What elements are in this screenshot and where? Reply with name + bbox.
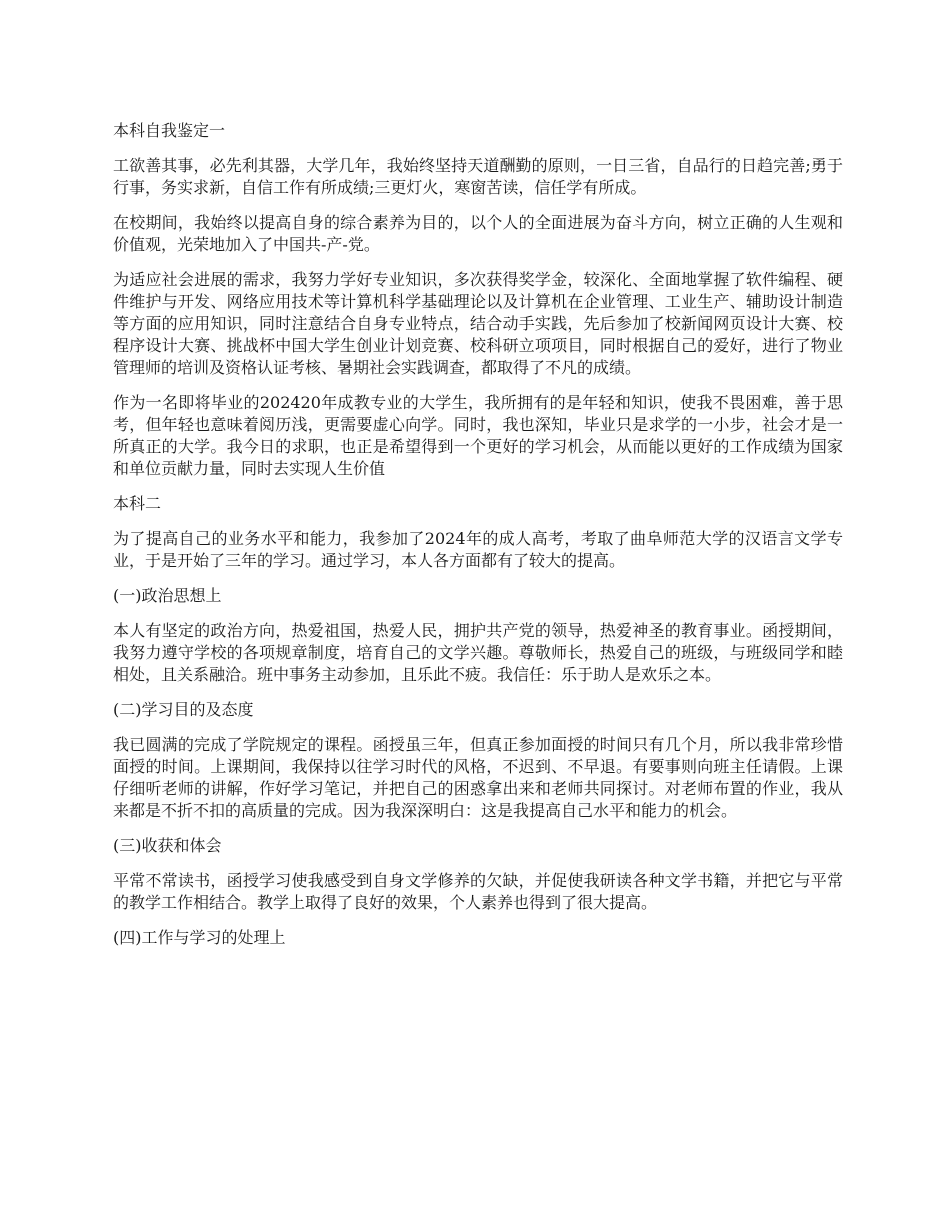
heading-self-evaluation-one: 本科自我鉴定一 bbox=[113, 121, 226, 140]
paragraph: 本人有坚定的政治方向，热爱祖国，热爱人民，拥护共产党的领导，热爱神圣的教育事业。函授期间，我努力遵守学校的各项规章制度，培育自己的文学兴趣。尊敬师长，热爱自己的班级，与班级同学和睦相处，且关系融洽。班中事务主动参加，且乐此不疲。我信任：乐于助人是欢乐之本。 bbox=[113, 621, 843, 684]
paragraph: 我已圆满的完成了学院规定的课程。函授虽三年，但真正参加面授的时间只有几个月，所以我非常珍惜面授的时间。上课期间，我保持以往学习时代的风格，不迟到、不早退。有要事则向班主任请假。上课仔细听老师的讲解，作好学习笔记，并把自己的困惑拿出来和老师共同探讨。对老师布置的作业，我从来都是不折不扣的高质量的完成。因为我深深明白：这是我提高自己水平和能力的机会。 bbox=[113, 735, 843, 820]
paragraph: 平常不常读书，函授学习使我感受到自身文学修养的欠缺，并促使我研读各种文学书籍，并把它与平常的教学工作相结合。教学上取得了良好的效果，个人素养也得到了很大提高。 bbox=[113, 871, 843, 912]
paragraph: 为适应社会进展的需求，我努力学好专业知识，多次获得奖学金，较深化、全面地掌握了软件编程、硬件维护与开发、网络应用技术等计算机科学基础理论以及计算机在企业管理、工业生产、辅助设计制造等方面的应用知识，同时注意结合自身专业特点，结合动手实践，先后参加了校新闻网页设计大赛、校程序设计大赛、挑战杯中国大学生创业计划竞赛、校科研立项项目，同时根据自己的爱好，进行了物业管理师的培训及资格认证考核、暑期社会实践调查，都取得了不凡的成绩。 bbox=[113, 270, 843, 377]
subheading-gains: (三)收获和体会 bbox=[113, 836, 222, 855]
subheading-work-study: (四)工作与学习的处理上 bbox=[113, 928, 286, 947]
paragraph: 作为一名即将毕业的202420年成教专业的大学生，我所拥有的是年轻和知识，使我不畏困难，善于思考，但年轻也意味着阅历浅，更需要虚心向学。同时，我也深知，毕业只是求学的一小步，社会才是一所真正的大学。我今日的求职，也正是希望得到一个更好的学习机会，从而能以更好的工作成绩为国家和单位贡献力量，同时去实现人生价值 bbox=[113, 393, 843, 478]
paragraph: 在校期间，我始终以提高自身的综合素养为目的，以个人的全面进展为奋斗方向，树立正确的人生观和价值观，光荣地加入了中国共-产-党。 bbox=[113, 213, 843, 254]
paragraph: 为了提高自己的业务水平和能力，我参加了2024年的成人高考，考取了曲阜师范大学的汉语言文学专业，于是开始了三年的学习。通过学习，本人各方面都有了较大的提高。 bbox=[113, 529, 843, 570]
paragraph: 工欲善其事，必先利其器，大学几年，我始终坚持天道酬勤的原则，一日三省，自品行的日趋完善;勇于行事，务实求新，自信工作有所成绩;三更灯火，寒窗苦读，信任学有所成。 bbox=[113, 156, 843, 197]
document-body bbox=[113, 120, 843, 962]
heading-section-two: 本科二 bbox=[113, 494, 162, 513]
subheading-politics: (一)政治思想上 bbox=[113, 586, 222, 605]
subheading-study-attitude: (二)学习目的及态度 bbox=[113, 700, 254, 719]
